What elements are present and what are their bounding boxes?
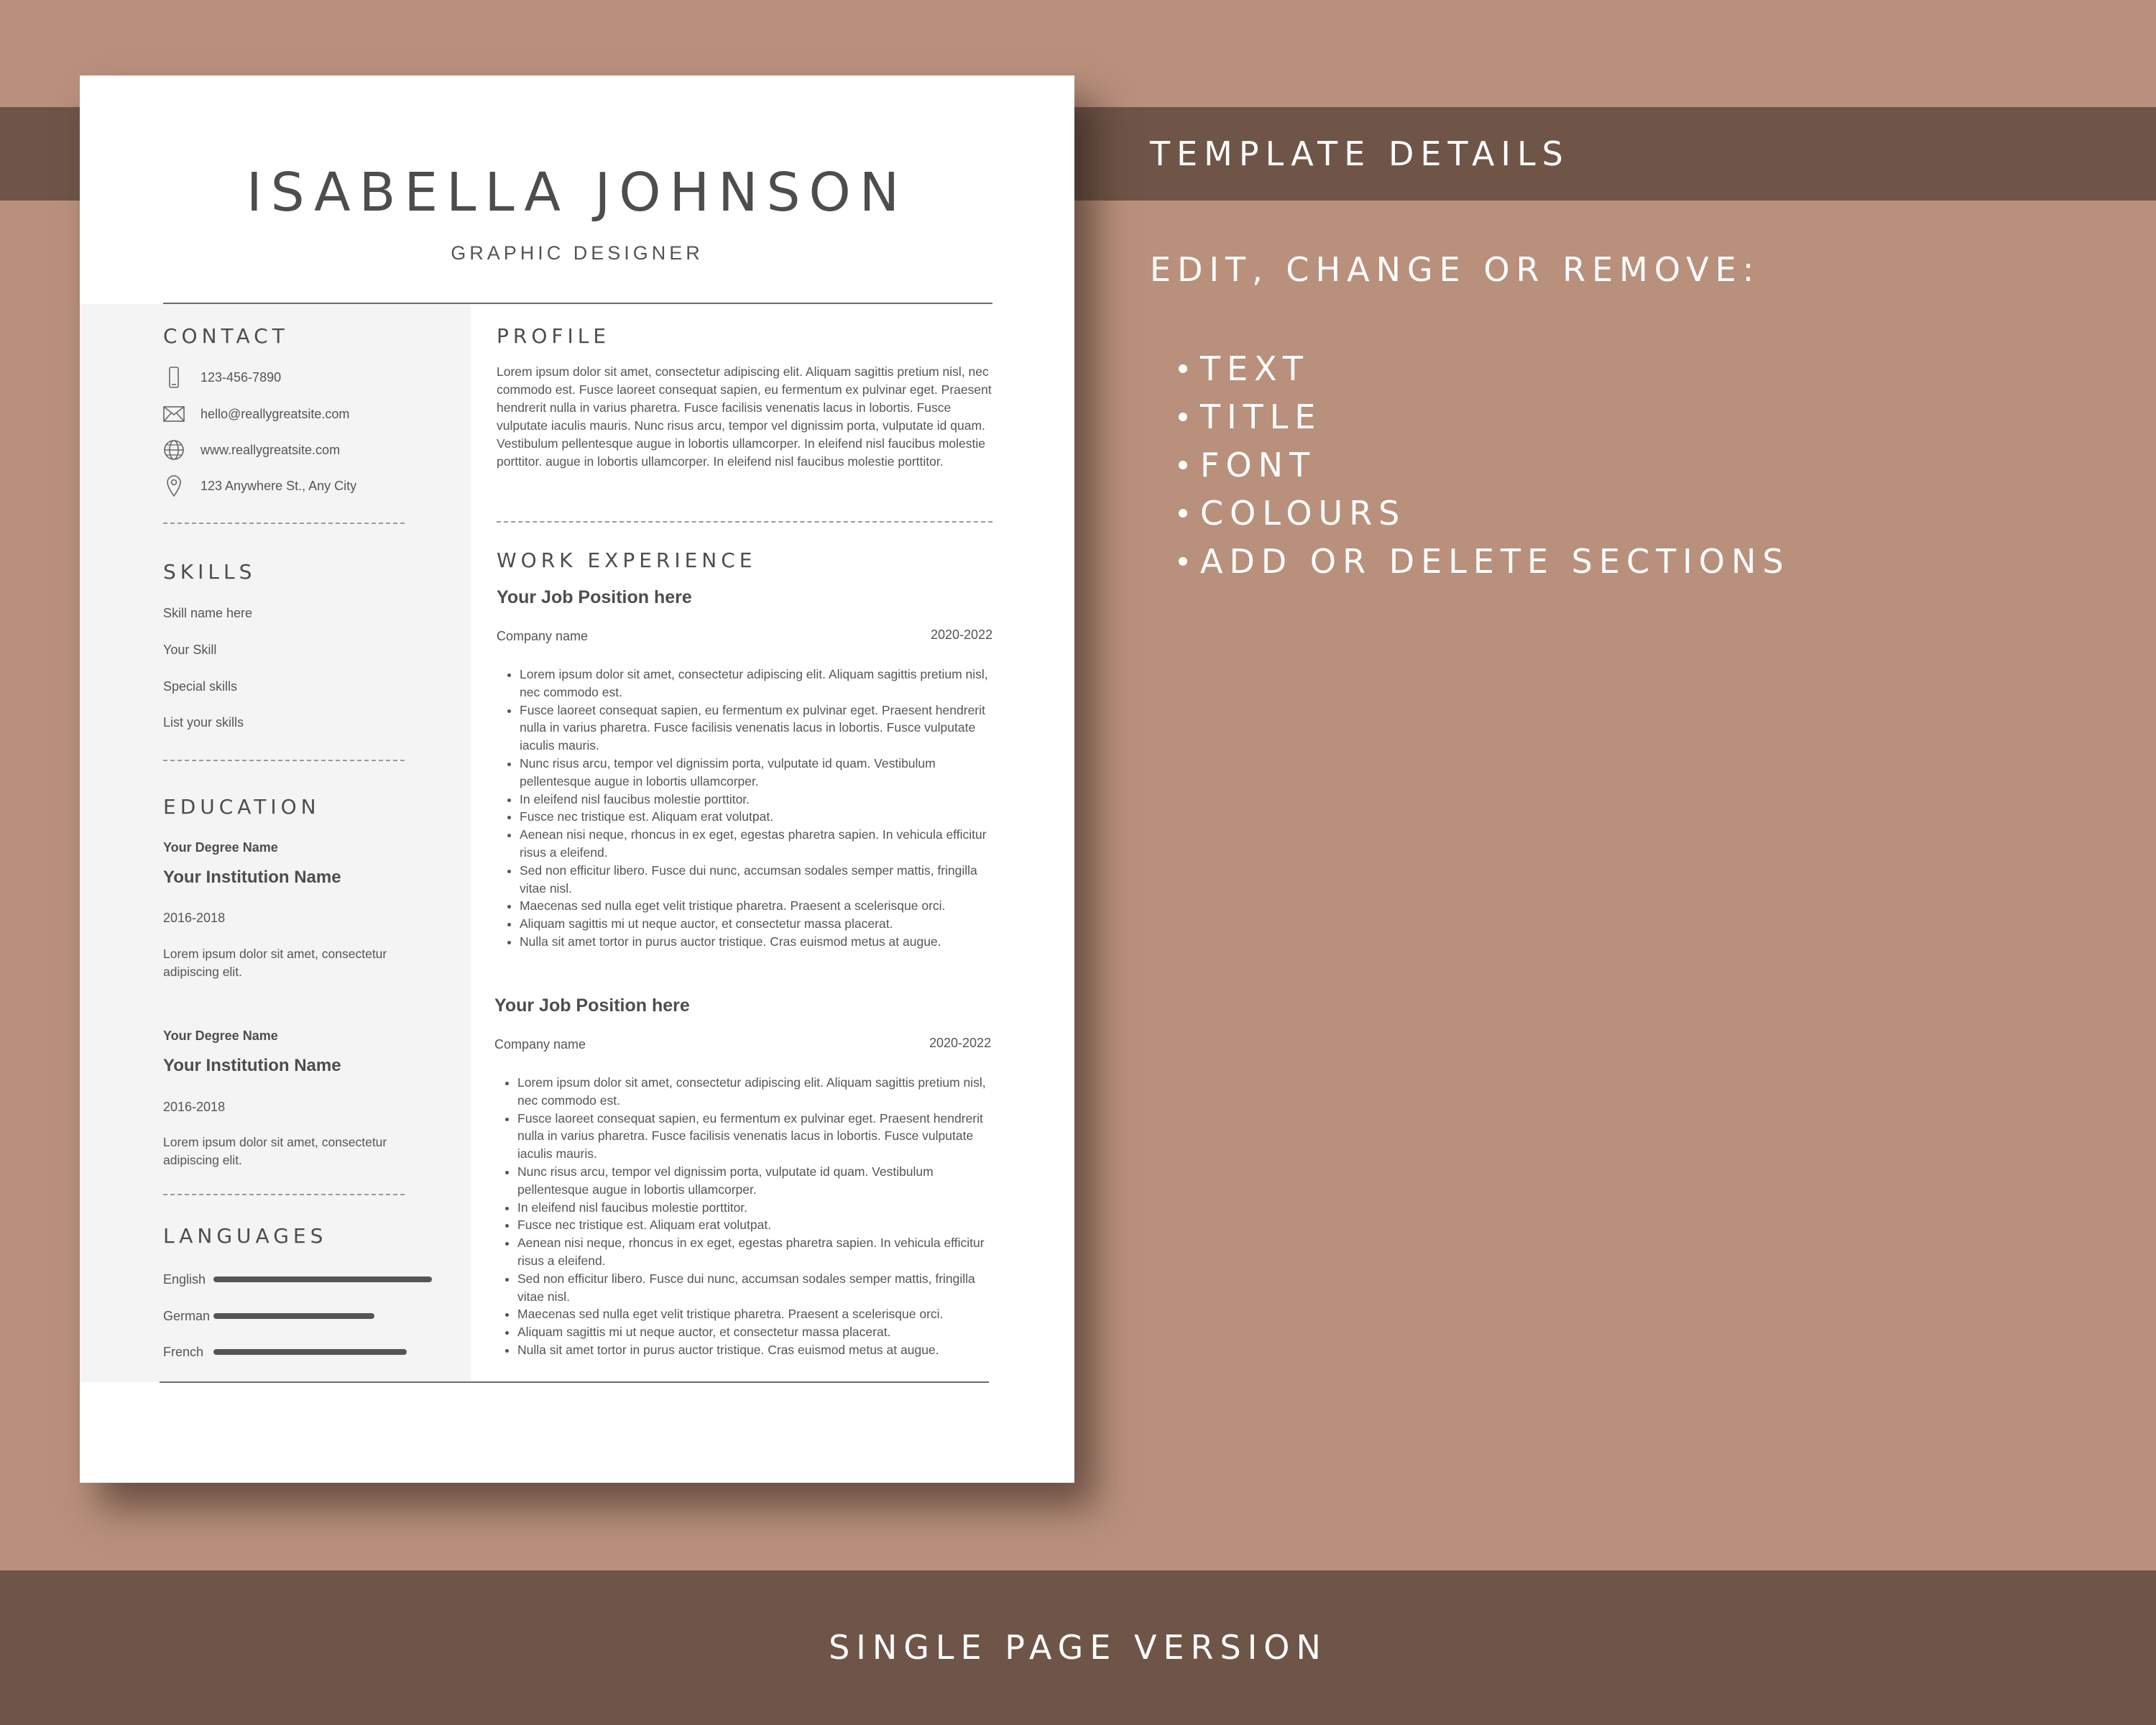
job-bullet: • Fusce nec tristique est. Aliquam erat volutpat. [517,1216,992,1234]
language-name: English [163,1271,206,1287]
feature-item: FONT [1179,441,1790,489]
education-description: Lorem ipsum dolor sit amet, consectetur adipiscing elit. [163,947,387,979]
bullet-icon [1179,461,1187,469]
job-years: 2020-2022 [931,627,993,642]
job-bullet: • In eleifend nisl faucibus molestie porttitor. [517,1199,992,1217]
job-bullet: • Fusce nec tristique est. Aliquam erat volutpat. [520,808,994,826]
header-divider [163,303,992,304]
skill-item: Special skills [163,679,238,694]
job-bullet: • Lorem ipsum dolor sit amet, consectetur adipiscing elit. Aliquam sagittis pretium nisl, nec commodo est. [517,1074,992,1110]
language-level-bar [213,1313,374,1319]
language-row [163,1305,374,1327]
feature-item: TEXT [1179,345,1790,393]
job-bullet: • Aliquam sagittis mi ut neque auctor, et consectetur massa placerat. [520,915,994,933]
job-bullet: • In eleifend nisl faucibus molestie porttitor. [520,791,994,809]
footer-divider [160,1381,989,1383]
bullet-icon [1179,413,1187,421]
job-bullet: • Maecenas sed nulla eget velit tristique pharetra. Praesent a scelerisque orci. [520,897,994,915]
education-description: Lorem ipsum dolor sit amet, consectetur adipiscing elit. [163,1135,387,1167]
feature-list [1179,345,1790,586]
company-name: Company name [497,629,589,643]
bullet-icon [1179,557,1187,566]
institution-name: Your Institution Name [163,868,341,887]
job-bullet: • Sed non efficitur libero. Fusce dui nunc, accumsan sodales semper mattis, fringilla vitae nisl. [520,862,994,898]
job-bullet: • Maecenas sed nulla eget velit tristique pharetra. Praesent a scelerisque orci. [517,1305,992,1323]
job-bullet: • Sed non efficitur libero. Fusce dui nunc, accumsan sodales semper mattis, fringilla vitae nisl. [517,1270,992,1306]
company-name: Company name [494,1037,586,1052]
skill-item: List your skills [163,715,244,730]
profile-divider [497,521,992,523]
contact-website: www.reallygreatsite.com [163,439,340,461]
bullet-icon [1179,364,1187,373]
job-bullet: • Nunc risus arcu, tempor vel dignissim porta, vulputate id quam. Vestibulum pellentesque augue in lobortis ullamcorper. [520,755,994,791]
contact-email: hello@reallygreatsite.com [163,403,349,425]
job-bullet: • Nunc risus arcu, tempor vel dignissim porta, vulputate id quam. Vestibulum pellentesque augue in lobortis ullamcorper. [517,1163,992,1199]
work-title: WORK EXPERIENCE [497,548,757,572]
job-position: Your Job Position here [494,995,690,1016]
feature-item: ADD OR DELETE SECTIONS [1179,538,1790,586]
resume-page [80,75,1074,1483]
contact-divider [163,523,405,524]
job-bullet: • Aenean nisi neque, rhoncus in ex eget, egestas pharetra sapien. In vehicula efficitur risus a eleifend. [517,1234,992,1270]
language-name: French [163,1344,204,1359]
languages-title: LANGUAGES [163,1224,328,1248]
degree-name: Your Degree Name [163,840,278,855]
bullet-icon [1179,509,1187,518]
job-bullet: • Fusce laoreet consequat sapien, eu fermentum ex pulvinar eget. Praesent hendrerit nulla in varius pharetra. Fusce facilisis venenatis lacus in lobortis. Fusce vulputate iaculis mauris. [517,1110,992,1163]
education-divider [163,1194,405,1195]
contact-address: 123 Anywhere St., Any City [163,475,356,497]
education-title: EDUCATION [163,795,321,819]
job-bullets [497,666,994,951]
education-years: 2016-2018 [163,1100,226,1114]
job-bullet: • Nulla sit amet tortor in purus auctor tristique. Cras euismod metus at augue. [517,1341,992,1359]
language-row [163,1269,432,1290]
profile-text: Lorem ipsum dolor sit amet, consectetur adipiscing elit. Aliquam sagittis pretium nisl, nec commodo est. Fusce laoreet consequat sapien, eu fermentum ex pulvinar eget. Praesent hendrerit nulla in varius pharetra. Fusce facilisis venenatis lacus in lobortis. Fusce vulputate iaculis mauris. Nunc risus arcu, tempor vel dignissim porta, vulputate id quam. Vestibulum pellentesque augue in lobortis ullamcorper. In eleifend nisl faucibus molestie porttitor. augue in lobortis ullamcorper. In eleifend nisl faucibus molestie porttitor. [497,364,992,469]
job-bullet: • Nulla sit amet tortor in purus auctor tristique. Cras euismod metus at augue. [520,933,994,951]
job-bullet: • Aliquam sagittis mi ut neque auctor, et consectetur massa placerat. [517,1323,992,1341]
job-bullet: • Fusce laoreet consequat sapien, eu fermentum ex pulvinar eget. Praesent hendrerit nulla in varius pharetra. Fusce facilisis venenatis lacus in lobortis. Fusce vulputate iaculis mauris. [520,702,994,755]
job-bullet: • Aenean nisi neque, rhoncus in ex eget, egestas pharetra sapien. In vehicula efficitur risus a eleifend. [520,826,994,862]
degree-name: Your Degree Name [163,1029,278,1043]
contact-title: CONTACT [163,324,289,348]
job-position: Your Job Position here [497,587,692,607]
contact-phone: 123-456-7890 [163,367,281,388]
job-bullet: • Lorem ipsum dolor sit amet, consectetur adipiscing elit. Aliquam sagittis pretium nisl, nec commodo est. [520,666,994,702]
footer-label: SINGLE PAGE VERSION [829,1628,1327,1667]
job-years: 2020-2022 [929,1036,992,1050]
skills-title: SKILLS [163,560,257,584]
feature-item: TITLE [1179,393,1790,441]
location-pin-icon [163,475,185,497]
banner-title: TEMPLATE DETAILS [1150,134,1570,173]
phone-icon [163,367,185,388]
institution-name: Your Institution Name [163,1056,341,1075]
mail-icon [163,403,185,425]
language-level-bar [213,1349,407,1355]
globe-icon [163,439,185,461]
skill-item: Your Skill [163,643,217,657]
language-row [163,1341,407,1363]
feature-item: COLOURS [1179,489,1790,538]
education-years: 2016-2018 [163,911,226,925]
profile-title: PROFILE [497,324,611,348]
language-level-bar [213,1276,432,1282]
details-heading: EDIT, CHANGE OR REMOVE: [1150,250,1761,289]
language-name: German [163,1308,211,1323]
skill-item: Skill name here [163,606,253,620]
resume-role: GRAPHIC DESIGNER [451,242,704,264]
resume-name: ISABELLA JOHNSON [246,162,908,224]
job-bullets [494,1074,992,1359]
skills-divider [163,760,405,761]
